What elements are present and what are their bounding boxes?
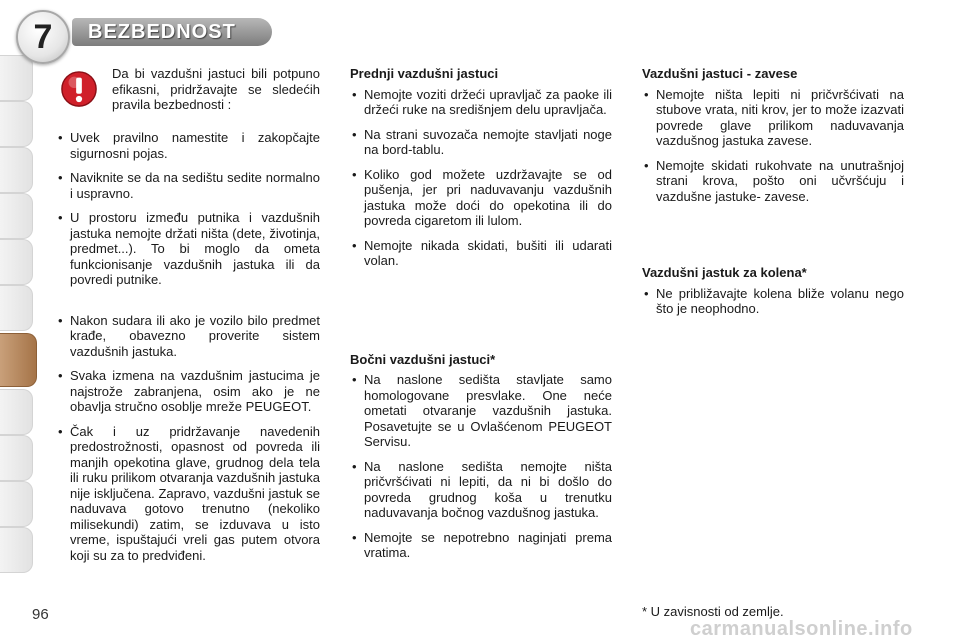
list-item: • Svaka izmena na vazdušnim jastucima je najstrože zabranjena, osim ako je ne obavlja stručno osoblje mreže PEUGEOT.: [56, 368, 320, 415]
list-item: • U prostoru između putnika i vazdušnih jastuka nemojte držati ništa (dete, životinja, predmet...). To bi moglo da ometa funkcionisanje vazdušnih jastuka ili da povredi putnike.: [56, 210, 320, 288]
list-item: • Nemojte ništa lepiti ni pričvršćivati na stubove vrata, niti krov, jer to može izazvati povrede glave prilikom naduvavanja vazdušnog jastuka zavese.: [642, 87, 904, 149]
rules-list-b: [56, 313, 320, 564]
footnote: * U zavisnosti od zemlje.: [642, 604, 784, 619]
list-item: • Na naslone sedišta nemojte ništa pričvršćivati ni lepiti, da ni bi došlo do povreda grudnog koša u trenutku naduvavanja bočnog vazdušnog jastuka.: [350, 459, 612, 521]
list-item: • Na strani suvozača nemojte stavljati noge na bord-tablu.: [350, 127, 612, 158]
side-tab-active[interactable]: [0, 333, 37, 387]
section-title-front-airbags: Prednji vazdušni jastuci: [350, 66, 499, 81]
front-airbags-list: [350, 87, 612, 269]
side-tab[interactable]: [0, 101, 33, 147]
page-header: [0, 0, 960, 60]
chapter-number: 7: [33, 18, 53, 56]
watermark: carmanualsonline.info: [690, 618, 913, 640]
side-tab[interactable]: [0, 435, 33, 481]
page-number: 96: [32, 606, 49, 623]
list-item: • Nakon sudara ili ako je vozilo bilo predmet krađe, obavezno proverite sistem vazdušnih jastuka.: [56, 313, 320, 360]
list-item: • Nemojte voziti držeći upravljač za paoke ili držeći ruke na središnjem delu upravljača.: [350, 87, 612, 118]
section-title-side-airbags: Bočni vazdušni jastuci*: [350, 351, 496, 367]
exclamation-warning-icon: [60, 70, 98, 108]
warning-block: [56, 60, 320, 130]
list-item: • Koliko god možete uzdržavajte se od pušenja, jer pri naduvavanju vazdušnih jastuka može doći do opekotina ili do povreda cigaretom ili lulom.: [350, 167, 612, 229]
side-tab[interactable]: [0, 193, 33, 239]
list-item: • Uvek pravilno namestite i zakopčajte sigurnosni pojas.: [56, 130, 320, 161]
list-item: • Naviknite se da na sedištu sedite normalno i uspravno.: [56, 170, 320, 201]
rules-list-a: [56, 130, 320, 288]
side-tab[interactable]: [0, 147, 33, 193]
list-item: • Na naslone sedišta stavljate samo homologovane presvlake. One neće ometati otvaranje vazdušnih jastuka. Posavetujte se u Ovlašćenom PEUGEOT Servisu.: [350, 372, 612, 450]
list-item: • Nemojte skidati rukohvate na unutrašnjoj strani krova, pošto oni učvršćuju i vazdušne jastuke- zavese.: [642, 158, 904, 205]
side-tab[interactable]: [0, 239, 33, 285]
chapter-number-badge: [16, 10, 70, 64]
list-item: • Nemojte nikada skidati, bušiti ili udarati volan.: [350, 238, 612, 269]
intro-text: Da bi vazdušni jastuci bili potpuno efikasni, pridržavajte se sledećih pravila bezbednosti :: [112, 66, 320, 112]
curtain-airbags-list: [642, 87, 904, 205]
column-middle: [350, 60, 612, 570]
page-title: BEZBEDNOST: [88, 20, 236, 43]
section-title-curtain-airbags: Vazdušni jastuci - zavese: [642, 66, 798, 81]
side-tab[interactable]: [0, 55, 33, 101]
side-tab[interactable]: [0, 527, 33, 573]
list-item: • Nemojte se nepotrebno naginjati prema vratima.: [350, 530, 612, 561]
list-item: • Čak i uz pridržavanje navedenih predostrožnosti, opasnost od povreda ili manjih opekotina glave, grudnog dela tela ili ruku prilikom otvaranja vazdušnih jastuka nije isključena. Zapravo, vazdušni jastuk se naduvava gotovo trenutno (nekoliko milisekundi) zatim, se izduvava u isto vreme, ispuštajući vreli gas putem otvora koji su za to predviđeni.: [56, 424, 320, 564]
column-left: [56, 60, 320, 572]
knee-airbag-list: [642, 286, 904, 317]
title-bar: [72, 18, 272, 46]
side-tab[interactable]: [0, 389, 33, 435]
column-right: [642, 60, 904, 326]
section-title-knee-airbag: Vazdušni jastuk za kolena*: [642, 265, 807, 280]
side-tab[interactable]: [0, 481, 33, 527]
list-item: • Ne približavajte kolena bliže volanu nego što je neophodno.: [642, 286, 904, 317]
side-tab[interactable]: [0, 285, 33, 331]
side-airbags-list: [350, 372, 612, 561]
chapter-side-tabs: [0, 55, 40, 575]
